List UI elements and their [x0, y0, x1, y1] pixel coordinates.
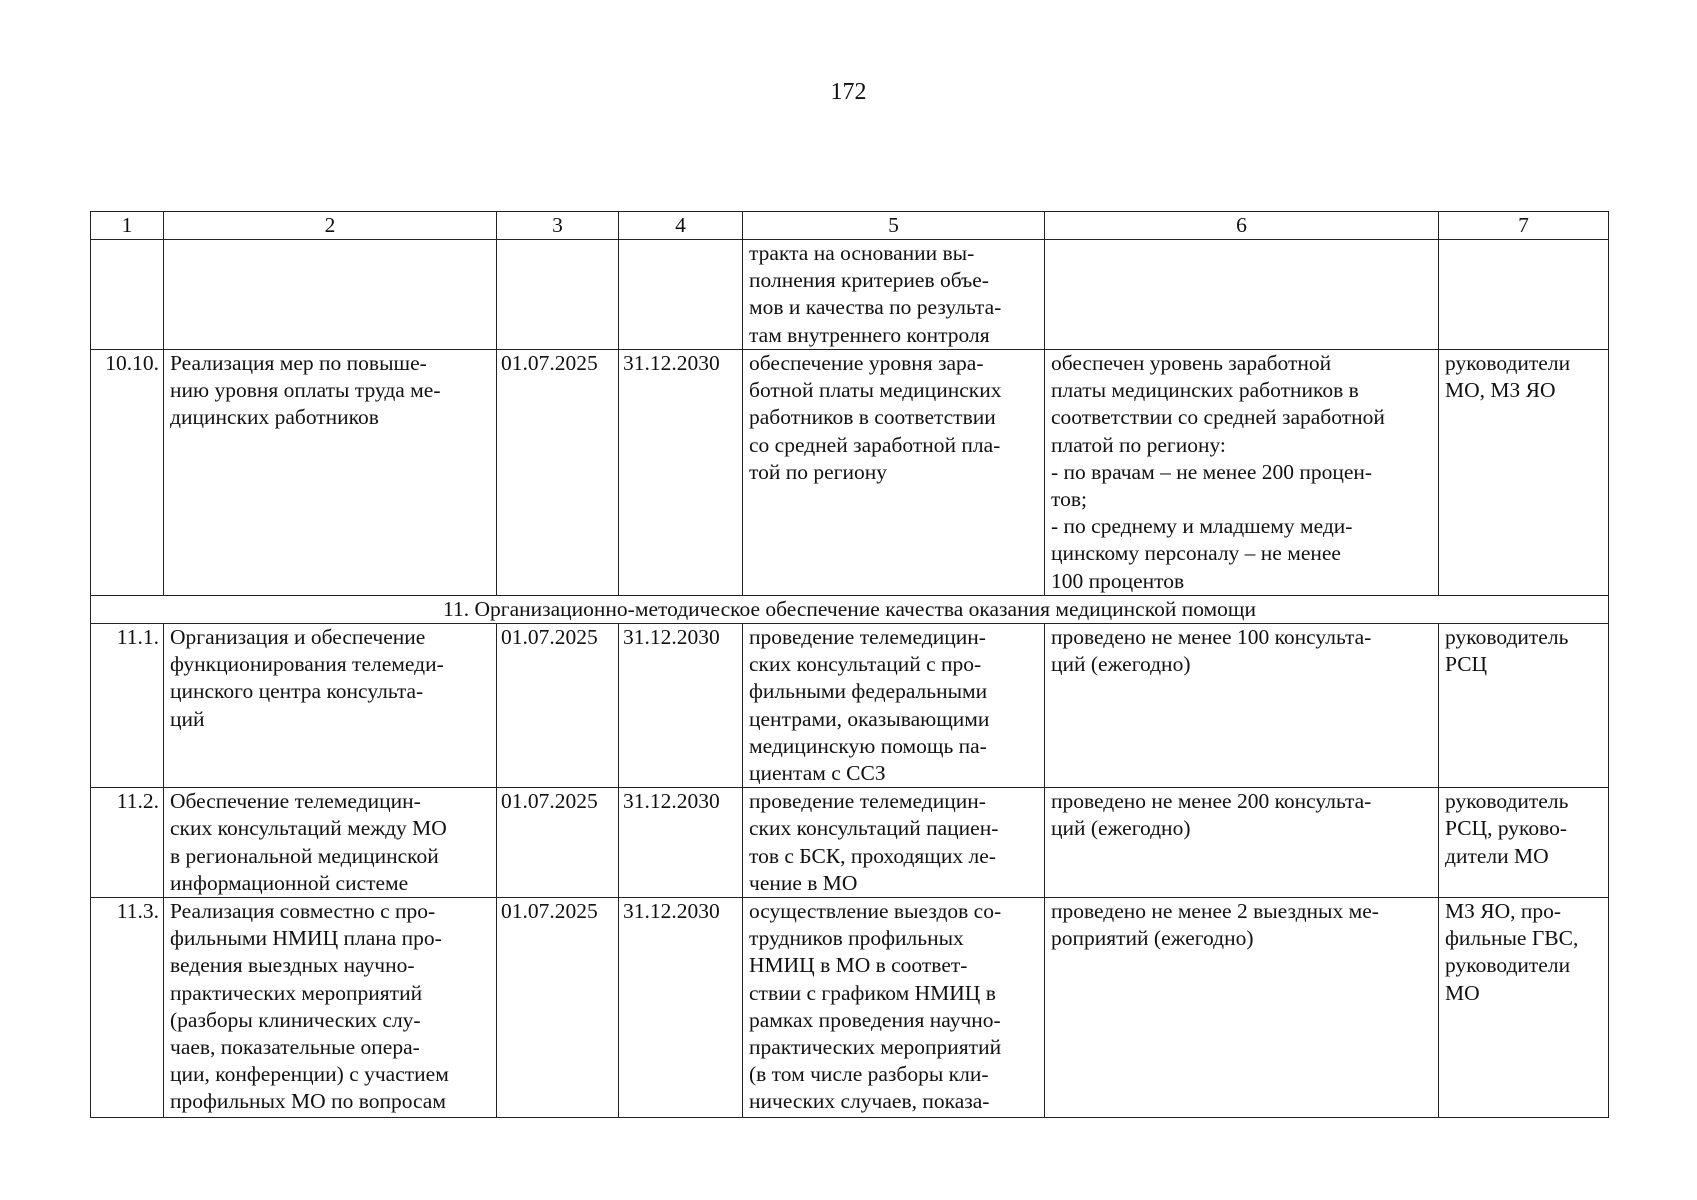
column-number-cell: 5: [743, 212, 1045, 240]
column-number-cell: 2: [164, 212, 497, 240]
column-number-cell: 3: [497, 212, 619, 240]
page-number: 172: [830, 79, 867, 105]
start-date-cell: [497, 240, 619, 350]
column-number-cell: 7: [1439, 212, 1609, 240]
start-date-cell: 01.07.2025: [497, 788, 619, 898]
column-number-cell: 1: [91, 212, 164, 240]
item-number-cell: 11.1.: [91, 624, 164, 788]
expected-result-cell: обеспечение уровня зара- ботной платы медицинских работников в соответствии со средней заработной пла- той по региону: [743, 350, 1045, 596]
measure-name-cell: Реализация мер по повыше- нию уровня оплаты труда ме- дицинских работников: [164, 350, 497, 596]
indicator-cell: обеспечен уровень заработной платы медицинских работников в соответствии со средней заработной платой по региону: - по врачам – не менее 200 процен- тов; - по среднему и младшему меди- цинскому персоналу – не менее 100 процентов: [1045, 350, 1439, 596]
responsible-cell: МЗ ЯО, про- фильные ГВС, руководители МО: [1439, 898, 1609, 1118]
item-number-cell: 11.2.: [91, 788, 164, 898]
end-date-cell: 31.12.2030: [619, 898, 743, 1118]
expected-result-cell: осуществление выездов со- трудников профильных НМИЦ в МО в соответ- ствии с графиком НМИЦ в рамках проведения научно- практических мероприятий (в том числе разборы кли- нических случаев, показа-: [743, 898, 1045, 1118]
responsible-cell: руководитель РСЦ, руково- дители МО: [1439, 788, 1609, 898]
expected-result-cell: тракта на основании вы- полнения критериев объе- мов и качества по результа- там внутреннего контроля: [743, 240, 1045, 350]
end-date-cell: [619, 240, 743, 350]
start-date-cell: 01.07.2025: [497, 350, 619, 596]
measure-name-cell: Организация и обеспечение функционирования телемеди- цинского центра консульта- ций: [164, 624, 497, 788]
indicator-cell: [1045, 240, 1439, 350]
indicator-cell: проведено не менее 2 выездных ме- роприятий (ежегодно): [1045, 898, 1439, 1118]
table-header-row: [91, 212, 1609, 240]
item-number-cell: 11.3.: [91, 898, 164, 1118]
end-date-cell: 31.12.2030: [619, 788, 743, 898]
expected-result-cell: проведение телемедицин- ских консультаций с про- фильными федеральными центрами, оказывающими медицинскую помощь па- циентам с ССЗ: [743, 624, 1045, 788]
measure-name-cell: Реализация совместно с про- фильными НМИЦ плана про- ведения выездных научно- практических мероприятий (разборы клинических слу- чаев, показательные опера- ции, конференции) с участием профильных МО по вопросам: [164, 898, 497, 1118]
expected-result-cell: проведение телемедицин- ских консультаций пациен- тов с БСК, проходящих ле- чение в МО: [743, 788, 1045, 898]
measure-name-cell: [164, 240, 497, 350]
table-row: [91, 788, 1609, 898]
table-row: [91, 240, 1609, 350]
column-number-cell: 4: [619, 212, 743, 240]
table-row: [91, 624, 1609, 788]
responsible-cell: руководитель РСЦ: [1439, 624, 1609, 788]
column-number-cell: 6: [1045, 212, 1439, 240]
indicator-cell: проведено не менее 100 консульта- ций (ежегодно): [1045, 624, 1439, 788]
plan-table: [90, 211, 1609, 1118]
responsible-cell: [1439, 240, 1609, 350]
end-date-cell: 31.12.2030: [619, 624, 743, 788]
table-row: [91, 350, 1609, 596]
table-row: [91, 898, 1609, 1118]
indicator-cell: проведено не менее 200 консульта- ций (ежегодно): [1045, 788, 1439, 898]
item-number-cell: [91, 240, 164, 350]
section-title: 11. Организационно-методическое обеспечение качества оказания медицинской помощи: [91, 596, 1609, 624]
responsible-cell: руководители МО, МЗ ЯО: [1439, 350, 1609, 596]
start-date-cell: 01.07.2025: [497, 624, 619, 788]
item-number-cell: 10.10.: [91, 350, 164, 596]
start-date-cell: 01.07.2025: [497, 898, 619, 1118]
end-date-cell: 31.12.2030: [619, 350, 743, 596]
section-row: [91, 596, 1609, 624]
measure-name-cell: Обеспечение телемедицин- ских консультаций между МО в региональной медицинской информационной системе: [164, 788, 497, 898]
